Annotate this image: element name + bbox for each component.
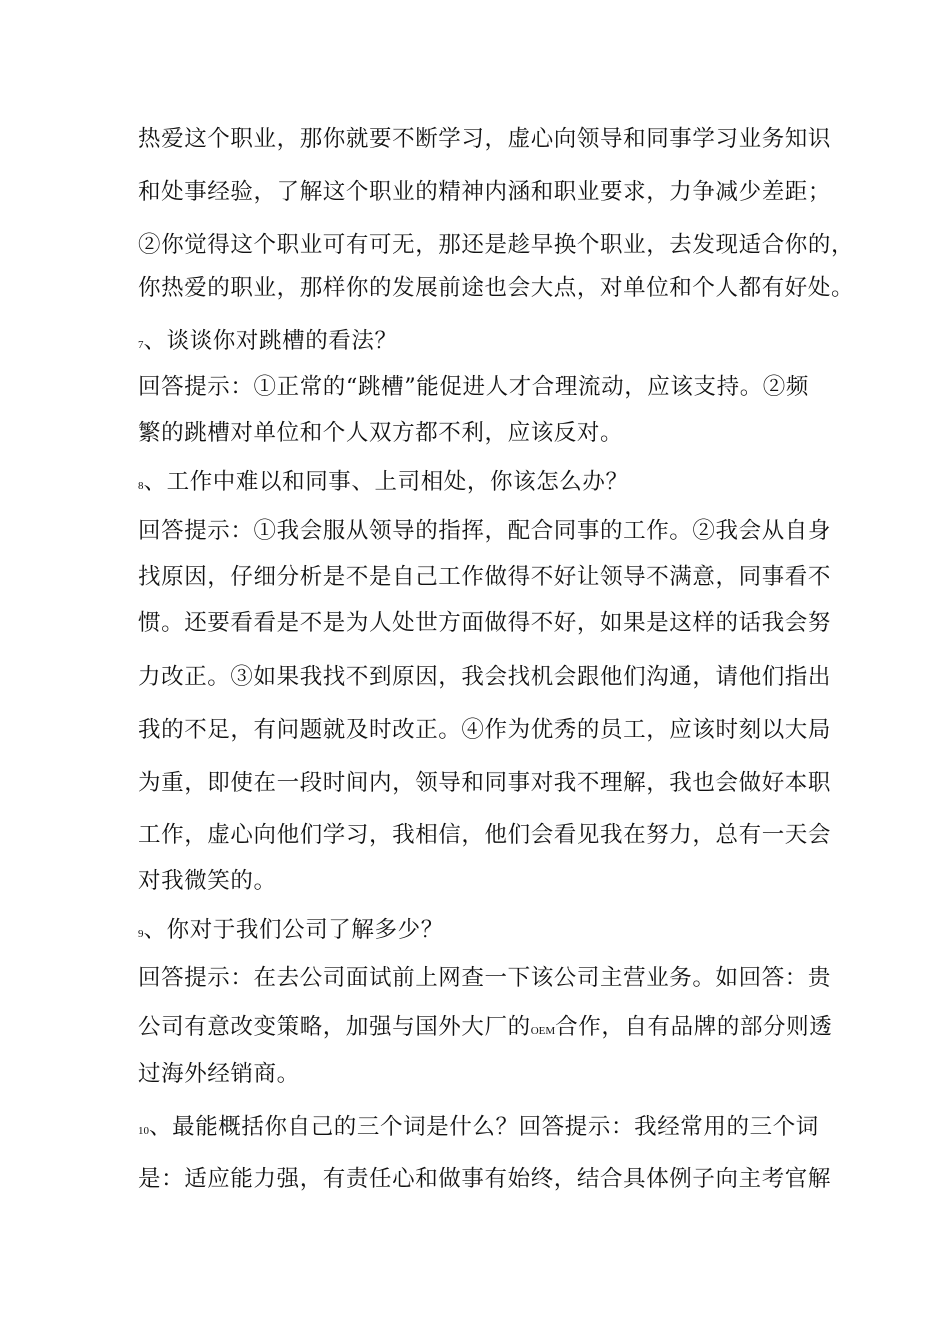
- answer-line: [138, 1054, 828, 1094]
- text-line: [138, 268, 855, 308]
- text-line: [138, 119, 832, 159]
- question-heading: [138, 910, 828, 950]
- line-text: 和处事经验，了解这个职业的精神内涵和职业要求，力争减少差距；: [138, 179, 832, 205]
- text-line: [138, 225, 855, 265]
- line-text: 工作，虚心向他们学习，我相信，他们会看见我在努力，总有一天会: [138, 822, 832, 848]
- answer-line: [138, 763, 832, 803]
- line-text: 回答提示：①正常的“跳槽”能促进人才合理流动，应该支持。②频: [138, 374, 810, 400]
- answer-line: [138, 367, 828, 407]
- answer-line: [138, 603, 832, 643]
- line-text: 为重，即使在一段时间内，领导和同事对我不理解，我也会做好本职: [138, 770, 832, 796]
- line-text: 合作，自有品牌的部分则透: [555, 1014, 833, 1040]
- question-text: 、工作中难以和同事、上司相处，你该怎么办？: [143, 469, 629, 495]
- line-text: 力改正。③如果我找不到原因，我会找机会跟他们沟通，请他们指出: [138, 664, 832, 690]
- line-text: 繁的跳槽对单位和个人双方都不利，应该反对。: [138, 420, 624, 446]
- question-number: 8: [138, 480, 144, 492]
- line-text: 对我微笑的。: [138, 868, 277, 894]
- answer-line: [138, 1007, 833, 1047]
- question-number: 9: [138, 928, 144, 940]
- line-text: 惯。还要看看是不是为人处世方面做得不好，如果是这样的话我会努: [138, 610, 832, 636]
- line-text: 是：适应能力强，有责任心和做事有始终，结合具体例子向主考官解: [138, 1166, 832, 1192]
- line-text: 回答提示：①我会服从领导的指挥，配合同事的工作。②我会从自身: [138, 518, 832, 544]
- answer-line: [138, 511, 832, 551]
- answer-line: [138, 958, 832, 998]
- question-text: 、谈谈你对跳槽的看法？: [143, 328, 398, 354]
- line-text: 过海外经销商。: [138, 1061, 300, 1087]
- line-text: 公司有意改变策略，加强与国外大厂的: [138, 1014, 531, 1040]
- question-number: 7: [138, 339, 144, 351]
- answer-line: [138, 1159, 832, 1199]
- question-text: 、你对于我们公司了解多少？: [143, 917, 444, 943]
- question-number: 10: [138, 1125, 149, 1137]
- question-heading: [138, 1107, 828, 1147]
- question-heading: [138, 462, 828, 502]
- answer-line: [138, 657, 832, 697]
- answer-line: [138, 710, 832, 750]
- question-heading: [138, 321, 828, 361]
- answer-line: [138, 557, 832, 597]
- question-text: 、最能概括你自己的三个词是什么？回答提示：我经常用的三个词: [149, 1114, 819, 1140]
- line-text: 找原因，仔细分析是不是自己工作做得不好让领导不满意，同事看不: [138, 564, 832, 590]
- line-text: 你热爱的职业，那样你的发展前途也会大点，对单位和个人都有好处。: [138, 275, 855, 301]
- text-line: [138, 172, 832, 212]
- answer-line: [138, 815, 832, 855]
- line-text: 回答提示：在去公司面试前上网查一下该公司主营业务。如回答：贵: [138, 965, 832, 991]
- line-text: ②你觉得这个职业可有可无，那还是趁早换个职业，去发现适合你的，: [138, 232, 855, 258]
- answer-line: [138, 861, 828, 901]
- line-text: 我的不足，有问题就及时改正。④作为优秀的员工，应该时刻以大局: [138, 717, 832, 743]
- line-text: 热爱这个职业，那你就要不断学习，虚心向领导和同事学习业务知识: [138, 126, 832, 152]
- answer-line: [138, 413, 828, 453]
- oem-abbreviation: OEM: [530, 1025, 556, 1037]
